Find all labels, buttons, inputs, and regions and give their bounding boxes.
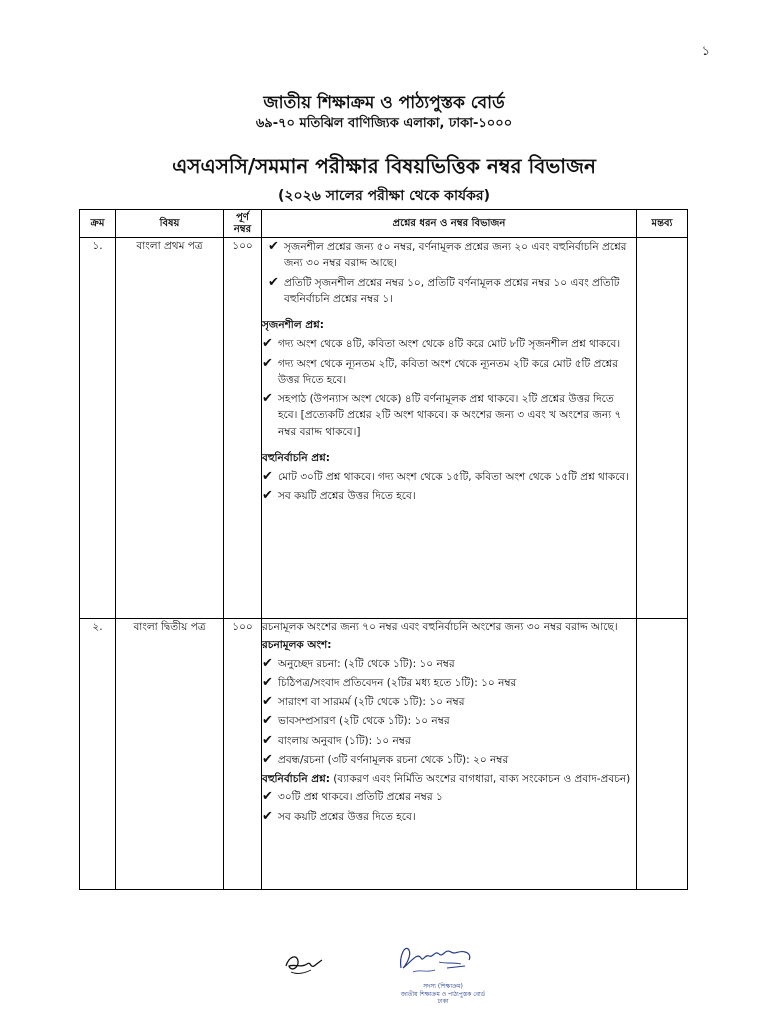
section-heading: বহুনির্বাচনি প্রশ্ন:	[262, 451, 330, 464]
row-distribution	[262, 619, 637, 890]
checkmark-icon: ✔	[262, 808, 273, 824]
checkmark-icon: ✔	[262, 336, 273, 352]
signature	[395, 938, 475, 980]
organization-name: জাতীয় শিক্ষাক্রম ও পাঠ্যপুস্তক বোর্ড	[263, 93, 505, 113]
row-full-marks: ১০০	[224, 238, 262, 619]
checkmark-icon: ✔	[262, 732, 273, 748]
checkmark-icon: ✔	[262, 488, 273, 504]
table-header-row	[80, 210, 688, 238]
list-item: ✔ প্রবন্ধ/রচনা (৩টি বর্ণনামূলক রচনা থেকে ১টি): ২০ নম্বর	[262, 751, 509, 767]
checkmark-icon: ✔	[262, 713, 273, 729]
list-item: ✔ সব কয়টি প্রশ্নের উত্তর দিতে হবে।	[262, 488, 416, 504]
document-title: এসএসসি/সমমান পরীক্ষার বিষয়ভিত্তিক নম্বর বিভাজন	[172, 154, 596, 178]
checkmark-icon: ✔	[262, 655, 273, 671]
checkmark-icon: ✔	[262, 469, 273, 485]
row-serial: ১.	[80, 238, 116, 619]
list-item: ✔ প্রতিটি সৃজনশীল প্রশ্নের নম্বর ১০, প্রতিটি বর্ণনামূলক প্রশ্নের নম্বর ১০ এবং প্রতিটি বহুনির্বাচনি প্রশ্নের নম্বর ১।	[268, 274, 620, 305]
row-distribution	[262, 238, 637, 619]
list-item: ✔ মোট ৩০টি প্রশ্ন থাকবে। গদ্য অংশ থেকে ১৫টি, কবিতা অংশ থেকে ১৫টি প্রশ্ন থাকবে।	[262, 469, 630, 485]
header-remarks: মন্তব্য	[637, 210, 688, 238]
row-intro: রচনামূলক অংশের জন্য ৭০ নম্বর এবং বহুনির্বাচনি অংশের জন্য ৩০ নম্বর বরাদ্দ আছে।	[262, 621, 618, 633]
checkmark-icon: ✔	[262, 355, 273, 371]
list-item: ✔ ৩০টি প্রশ্ন থাকবে। প্রতিটি প্রশ্নের নম্বর ১	[262, 789, 443, 805]
page-number: ১	[701, 44, 710, 59]
header-distribution: প্রশ্নের ধরন ও নম্বর বিভাজন	[262, 210, 637, 238]
checkmark-icon: ✔	[262, 694, 273, 710]
list-item: ✔ ভাবসম্প্রসারণ (২টি থেকে ১টি): ১০ নম্বর	[262, 713, 450, 729]
section-heading: রচনামূলক অংশ:	[262, 639, 332, 652]
organization-address: ৬৯-৭০ মতিঝিল বাণিজ্যিক এলাকা, ঢাকা-১০০০	[255, 116, 513, 131]
list-item: ✔ সারাংশ বা সারমর্ম (২টি থেকে ১টি): ১০ নম্বর	[262, 694, 465, 710]
mcq-heading-line	[262, 771, 636, 787]
list-item: ✔ বাংলায় অনুবাদ (১টি): ১০ নম্বর	[262, 732, 411, 748]
row-remarks	[637, 238, 688, 619]
checkmark-icon: ✔	[268, 274, 279, 290]
row-subject: বাংলা দ্বিতীয় পত্র	[116, 619, 224, 890]
checkmark-icon: ✔	[262, 674, 273, 690]
signature-caption: সদস্য (শিক্ষাক্রম) জাতীয় শিক্ষাক্রম ও পাঠ্যপুস্তক বোর্ড ঢাকা	[400, 983, 486, 1005]
list-item: ✔ চিঠিপত্র/সংবাদ প্রতিবেদন (২টির মধ্য হতে ১টি): ১০ নম্বর	[262, 674, 517, 690]
table-row	[80, 619, 688, 890]
section-heading: সৃজনশীল প্রশ্ন:	[262, 319, 324, 332]
section-note: (ব্যাকরণ এবং নির্মিতি অংশের বাগধারা, বাক্য সংকোচন ও প্রবাদ-প্রবচন)	[329, 773, 631, 786]
header-serial: ক্রম	[80, 210, 116, 238]
list-item: ✔ সব কয়টি প্রশ্নের উত্তর দিতে হবে।	[262, 808, 416, 824]
list-item: ✔ গদ্য অংশ থেকে ন্যূনতম ২টি, কবিতা অংশ থেকে ন্যূনতম ২টি করে মোট ৫টি প্রশ্নের উত্তর দিতে হবে।	[262, 355, 619, 386]
checkmark-icon: ✔	[262, 391, 273, 407]
row-serial: ২.	[80, 619, 116, 890]
signature-initial	[283, 948, 325, 978]
list-item: ✔ অনুচ্ছেদ রচনা: (২টি থেকে ১টি): ১০ নম্বর	[262, 655, 455, 671]
row-remarks	[637, 619, 688, 890]
list-item: ✔ সৃজনশীল প্রশ্নের জন্য ৫০ নম্বর, বর্ণনামূলক প্রশ্নের জন্য ২০ এবং বহুনির্বাচনি প্রশ্নের জন্য ৩০ নম্বর বরাদ্দ আছে।	[268, 239, 627, 270]
header-full-marks: পূর্ণ নম্বর	[224, 210, 262, 238]
document-subtitle: (২০২৬ সালের পরীক্ষা থেকে কার্যকর)	[278, 188, 490, 204]
checkmark-icon: ✔	[268, 239, 279, 254]
section-heading: বহুনির্বাচনি প্রশ্ন:	[262, 773, 330, 786]
checkmark-icon: ✔	[262, 751, 273, 767]
marks-distribution-table	[79, 209, 688, 890]
row-full-marks: ১০০	[224, 619, 262, 890]
row-subject: বাংলা প্রথম পত্র	[116, 238, 224, 619]
list-item: ✔ গদ্য অংশ থেকে ৪টি, কবিতা অংশ থেকে ৪টি করে মোট ৮টি সৃজনশীল প্রশ্ন থাকবে।	[262, 336, 621, 352]
list-item: ✔ সহপাঠ (উপন্যাস অংশ থেকে) ৪টি বর্ণনামূলক প্রশ্ন থাকবে। ২টি প্রশ্নের উত্তর দিতে হবে। [প্রত্যেকটি প্রশ্নের ২টি অংশ থাকবে। ক অংশের জন্য ৩ এবং খ অংশের জন্য ৭ নম্বর বরাদ্দ থাকবে।]	[262, 391, 622, 438]
checkmark-icon: ✔	[262, 789, 273, 805]
table-row	[80, 238, 688, 619]
header-subject: বিষয়	[116, 210, 224, 238]
